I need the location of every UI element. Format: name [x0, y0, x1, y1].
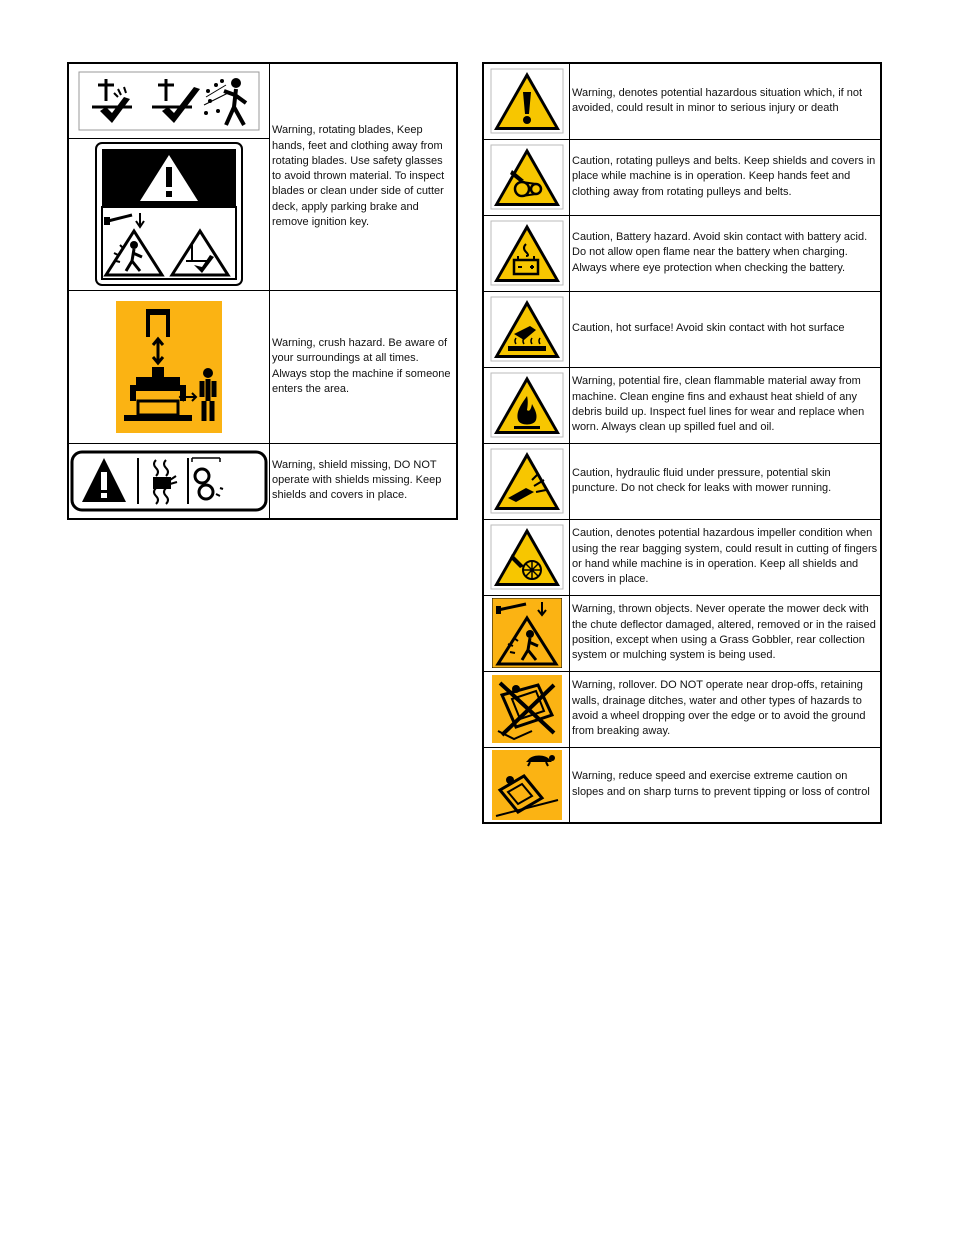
fire-hazard-icon [490, 372, 564, 438]
decal-text: Caution, denotes potential hazardous impeller condition when using the rear bagging system, could result in cutting of fingers or hand while machine is in operation. Keep all shields and covers in place. [572, 527, 878, 586]
decal-row [483, 63, 881, 139]
decal-text: Caution, hot surface! Avoid skin contact with hot surface [572, 322, 845, 335]
battery-hazard-icon [490, 220, 564, 286]
decal-text: Caution, Battery hazard. Avoid skin contact with battery acid. Do not allow open flame near the battery when charging. Always where eye protection when checking the battery. [572, 231, 868, 274]
decal-image-cell [483, 367, 570, 443]
decal-description-crush [270, 290, 458, 443]
decal-image-cell [483, 595, 570, 671]
decal-text: Caution, rotating pulleys and belts. Keep shields and covers in place while machine is in operation. Keep hands feet and clothing away from rotating pulleys and belts. [572, 155, 876, 198]
decal-image-cell [68, 138, 270, 290]
crush-hazard-icon [116, 301, 222, 433]
rotating-blade-hands-icon [78, 71, 260, 131]
decal-image-cell [483, 63, 570, 139]
right-safety-decal-table [482, 62, 882, 824]
rotating-pulley-icon [490, 144, 564, 210]
hot-surface-icon [490, 296, 564, 362]
decal-image-cell [483, 747, 570, 823]
decal-image-cell [483, 215, 570, 291]
decal-row-blades-top [68, 63, 457, 138]
decal-image-cell [68, 443, 270, 519]
decal-text: Caution, hydraulic fluid under pressure, potential skin puncture. Do not check for leaks with mower running. [572, 466, 832, 494]
slope-caution-icon [492, 750, 562, 820]
decal-image-cell [483, 291, 570, 367]
decal-image-cell [483, 671, 570, 747]
hydraulic-fluid-icon [490, 448, 564, 514]
decal-description [570, 595, 882, 671]
decal-text: Warning, potential fire, clean flammable material away from machine. Clean engine fins and exhaust heat shield of any debris build up. Inspect fuel lines for wear and replace when worn. Always clean up spilled fuel and oil. [572, 375, 865, 434]
decal-row [483, 215, 881, 291]
decal-image-cell [483, 139, 570, 215]
impeller-hazard-icon [490, 524, 564, 590]
decal-image-cell [483, 519, 570, 595]
decal-row [483, 291, 881, 367]
decal-text: Warning, rollover. DO NOT operate near drop-offs, retaining walls, drainage ditches, water and other types of hazards to avoid a wheel dropping over the edge or to avoid the ground from breaking away. [572, 679, 866, 738]
decal-description [570, 291, 882, 367]
decal-description [570, 671, 882, 747]
decal-description [570, 215, 882, 291]
decal-row [483, 595, 881, 671]
decal-description [570, 519, 882, 595]
decal-description-shield [270, 443, 458, 519]
decal-row [483, 747, 881, 823]
decal-text: Warning, rotating blades, Keep hands, feet and clothing away from rotating blades. Use safety glasses to avoid thrown material. To inspect blades or clean under side of cutter deck, apply parking brake and remove ignition key. [272, 124, 445, 228]
decal-row-crush-hazard [68, 290, 457, 443]
decal-text: Warning, shield missing, DO NOT operate with shields missing. Keep shields and covers in place. [272, 458, 442, 502]
decal-image-cell [483, 443, 570, 519]
decal-row [483, 139, 881, 215]
decal-row [483, 671, 881, 747]
left-safety-decal-table [67, 62, 458, 520]
rotating-blade-hazard-icon [94, 141, 244, 287]
decal-description [570, 367, 882, 443]
rollover-icon [492, 675, 562, 743]
decal-row [483, 519, 881, 595]
decal-text: Warning, reduce speed and exercise extreme caution on slopes and on sharp turns to prevent tipping or loss of control [572, 770, 870, 798]
decal-description [570, 139, 882, 215]
thrown-objects-icon [492, 598, 562, 668]
decal-description [570, 443, 882, 519]
decal-row [483, 367, 881, 443]
decal-description-blades [270, 63, 458, 290]
decal-row-shield-missing [68, 443, 457, 519]
decal-text: Warning, thrown objects. Never operate the mower deck with the chute deflector damaged, altered, removed or in the raised position, except when using a Grass Gobbler, rear collection system or mulching system is being used. [572, 603, 876, 662]
decal-image-cell [68, 290, 270, 443]
general-warning-icon [490, 68, 564, 134]
decal-text: Warning, crush hazard. Be aware of your surroundings at all times. Always stop the machine if someone enters the area. [272, 336, 451, 395]
decal-description [570, 747, 882, 823]
decal-text: Warning, denotes potential hazardous situation which, if not avoided, could result in minor to serious injury or death [572, 86, 863, 115]
decal-description [570, 63, 882, 139]
decal-row [483, 443, 881, 519]
shield-missing-icon [70, 450, 268, 512]
decal-image-cell [68, 63, 270, 138]
